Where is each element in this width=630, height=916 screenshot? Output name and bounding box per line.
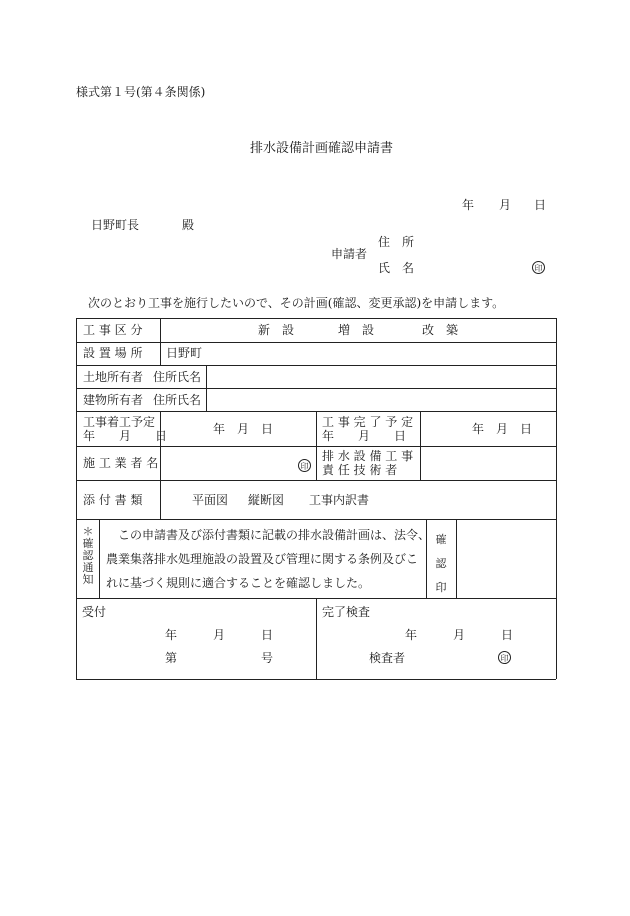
building-owner-sub: 住所氏名 bbox=[153, 393, 202, 407]
building-owner-label: 建物所有者 bbox=[83, 393, 144, 407]
confirm-notice-line-3: れに基づく規則に適合することを確認しました。 bbox=[106, 576, 371, 590]
receipt-month: 月 bbox=[213, 628, 226, 642]
start-plan-date[interactable]: 年 月 日 bbox=[213, 422, 274, 436]
form-number: 様式第１号(第４条関係) bbox=[76, 85, 206, 99]
work-type-rebuild[interactable]: 改 築 bbox=[422, 323, 459, 337]
inspection-day: 日 bbox=[501, 628, 514, 642]
start-plan-label: 工事着工予定 bbox=[83, 415, 156, 429]
manager-label-bottom: 責 任 技 術 者 bbox=[322, 463, 398, 477]
contractor-label: 施 工 業 者 名 bbox=[83, 456, 159, 470]
confirm-notice-line-2: 農業集落排水処理施設の設置及び管理に関する条例及びこ bbox=[106, 552, 419, 566]
intro-text: 次のとおり工事を施行したいので、その計画(確認、変更承認)を申請します。 bbox=[88, 296, 505, 310]
inspector-seal-icon: 印 bbox=[498, 651, 511, 664]
date-day: 日 bbox=[534, 198, 547, 212]
work-type-label: 工 事 区 分 bbox=[83, 323, 143, 337]
confirm-stamp-label: 確 認 印 bbox=[435, 533, 447, 594]
date-year: 年 bbox=[462, 198, 475, 212]
attachment-section: 縦断図 bbox=[248, 493, 285, 507]
inspector-label: 検査者 bbox=[369, 651, 406, 665]
addressee-name: 日野町長 bbox=[91, 218, 140, 232]
receipt-number-prefix: 第 bbox=[165, 651, 178, 665]
applicant-address-label: 住 所 bbox=[378, 235, 415, 249]
attachment-breakdown: 工事内訳書 bbox=[309, 493, 370, 507]
attachments-label: 添 付 書 類 bbox=[83, 493, 143, 507]
applicant-seal-icon: 印 bbox=[532, 261, 545, 274]
end-plan-label: 工 事 完 了 予 定 bbox=[322, 415, 414, 429]
end-plan-date[interactable]: 年 月 日 bbox=[472, 422, 533, 436]
inspection-month: 月 bbox=[453, 628, 466, 642]
page-title: 排水設備計画確認申請書 bbox=[250, 141, 394, 156]
receipt-year: 年 bbox=[165, 628, 178, 642]
receipt-number-suffix: 号 bbox=[261, 651, 274, 665]
attachment-plan: 平面図 bbox=[192, 493, 229, 507]
manager-label-top: 排 水 設 備 工 事 bbox=[322, 449, 414, 463]
applicant-label: 申請者 bbox=[331, 247, 368, 261]
start-plan-date-format: 年 月 日 bbox=[83, 429, 168, 443]
inspection-label: 完了検査 bbox=[322, 605, 371, 619]
receipt-label: 受付 bbox=[82, 605, 107, 619]
confirm-notice-line-1: この申請書及び添付書類に記載の排水設備計画は、法令、 bbox=[118, 528, 431, 542]
applicant-name-label: 氏 名 bbox=[378, 261, 415, 275]
end-plan-date-format: 年 月 日 bbox=[322, 429, 407, 443]
date-month: 月 bbox=[499, 198, 512, 212]
receipt-day: 日 bbox=[261, 628, 274, 642]
work-type-extension[interactable]: 増 設 bbox=[338, 323, 375, 337]
land-owner-label: 土地所有者 bbox=[83, 370, 144, 384]
inspection-year: 年 bbox=[405, 628, 418, 642]
contractor-seal-icon: 印 bbox=[298, 459, 311, 472]
land-owner-sub: 住所氏名 bbox=[153, 370, 202, 384]
location-label: 設 置 場 所 bbox=[83, 346, 143, 360]
confirm-notice-side-label: ＊ 確 認 通 知 bbox=[82, 525, 94, 586]
addressee-honorific: 殿 bbox=[182, 218, 195, 232]
location-value[interactable]: 日野町 bbox=[166, 346, 203, 360]
work-type-new[interactable]: 新 設 bbox=[258, 323, 295, 337]
